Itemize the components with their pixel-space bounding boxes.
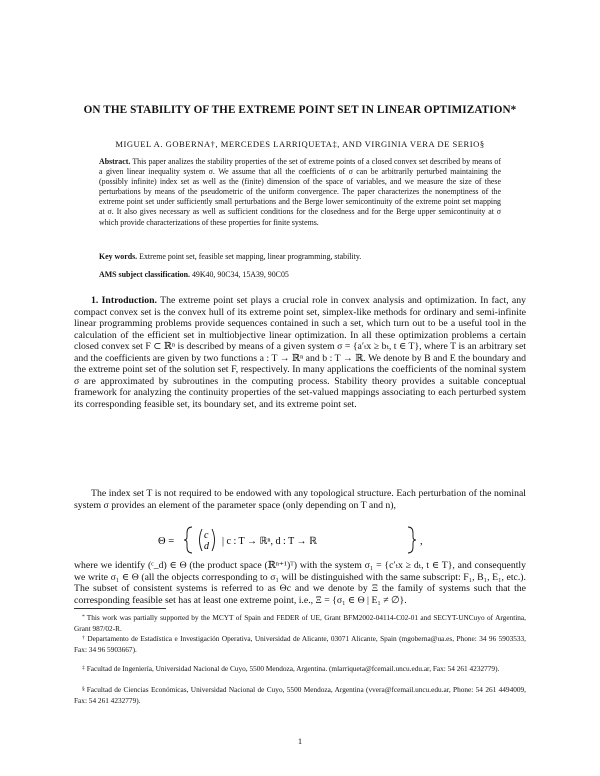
right-brace	[408, 527, 416, 553]
intro-p2-text: The index set T is not required to be endowed with any topological structure. Each perturbation of the nominal system σ provides an element of the parameter space (only depending on T and n),	[74, 488, 526, 511]
equation-comma: ,	[420, 536, 423, 547]
right-paren	[212, 529, 215, 551]
equation-lhs: Θ =	[158, 536, 175, 547]
footnote-text: Facultad de Ciencias Económicas, Universidad Nacional de Cuyo, 5500 Mendoza, Argentina (vvera@fcemail.uncu.edu.ar, Phone: 54 261 4494009, Fax: 54 261 4232779).	[74, 685, 526, 706]
abstract	[99, 157, 501, 228]
footnote-text: Departamento de Estadística e Investigación Operativa, Universidad de Alicante, 03071 Alicante, Spain (mgoberna@ua.es, Phone: 34 96 5903533, Fax: 34 96 5903667).	[74, 634, 527, 655]
page-number: 1	[297, 736, 303, 746]
footnote-mark: ‡	[82, 665, 85, 671]
vector-c: c	[204, 530, 209, 541]
ams-label: AMS subject classification.	[99, 270, 190, 279]
parameter-space-equation	[74, 524, 526, 556]
footnote-mark: *	[82, 614, 85, 620]
ams-codes: 49K40, 90C34, 15A39, 90C05	[191, 270, 289, 279]
keywords-text: Extreme point set, feasible set mapping, linear programming, stability.	[139, 252, 362, 261]
left-paren	[200, 529, 203, 551]
vector-d: d	[204, 541, 209, 552]
keywords	[99, 252, 501, 261]
footnote-text: This work was partially supported by the MCYT of Spain and FEDER of UE, Grant BFM2002-04114-C02-01 and SECYT-UNCuyo of Argentina, Grant 987/02-R.	[74, 613, 526, 634]
footnote-affiliation-2	[74, 664, 526, 675]
equation-condition: | c : T → ℝⁿ, d : T → ℝ	[222, 536, 317, 547]
abstract-label: Abstract.	[99, 157, 131, 166]
footnote-funding	[74, 613, 526, 633]
left-brace	[184, 527, 192, 553]
intro-p3-text: where we identify (ᶜ_d) ∈ Θ (the product space (ℝⁿ⁺¹)ᵀ) with the system σ₁ = {c′ₜx ≥ dₜ, t ∈ T}, and consequently we write σ₁ ∈ Θ (all the objects corresponding to σ₁ will be distinguished with the same subscript: F₁, B₁, E₁, etc.). The subset of consistent systems is referred to as Θc and we denote by Ξ the family of systems such that the corresponding feasible set has at least one extreme point, i.e., Ξ = {σ₁ ∈ Θ | E₁ ≠ ∅}.	[74, 560, 526, 606]
paper-title: ON THE STABILITY OF THE EXTREME POINT SET IN LINEAR OPTIMIZATION*	[83, 104, 517, 116]
intro-paragraph-2	[74, 488, 526, 511]
footnote-affiliation-3	[74, 685, 526, 705]
section-heading: 1. Introduction.	[91, 295, 157, 306]
footnote-mark: †	[82, 635, 86, 641]
footnote-text: Facultad de Ingeniería, Universidad Nacional de Cuyo, 5500 Mendoza, Argentina. (mlarriqueta@fcemail.uncu.edu.ar, Fax: 54 261 4232779).	[86, 664, 500, 673]
intro-p1-text: The extreme point set plays a crucial role in convex analysis and optimization. In fact, any compact convex set is the convex hull of its extreme point set, simplex-like methods for ordinary and semi-infinite linear programming problems provide sequences contained in such a set, which turn out to be a useful tool in the calculation of the efficient set in multiobjective linear optimization. In all these optimization problems a certain closed convex set F ⊂ ℝⁿ is described by means of a given system σ = {a′ₜx ≥ bₜ, t ∈ T}, where T is an arbitrary set and the coefficients are given by two functions a : T → ℝⁿ and b : T → ℝ. We denote by B and E the boundary and the extreme point set of the solution set F, respectively. In many applications the coefficients of the nominal system σ are approximated by subroutines in the computing process. Stability theory provides a suitable conceptual framework for analyzing the continuity properties of the set-valued mappings associating to each perturbed system its corresponding feasible set, its boundary set, and its extreme point set.	[74, 295, 526, 410]
ams-classification	[99, 270, 501, 279]
intro-paragraph-1	[74, 295, 526, 410]
author-list: MIGUEL A. GOBERNA†, MERCEDES LARRIQUETA‡, AND VIRGINIA VERA DE SERIO§	[115, 139, 485, 149]
intro-paragraph-3	[74, 560, 526, 606]
footnote-rule	[74, 608, 166, 609]
footnote-affiliation-1	[74, 634, 526, 654]
keywords-label: Key words.	[99, 252, 138, 261]
footnote-mark: §	[82, 686, 85, 692]
abstract-text: This paper analizes the stability properties of the set of extreme points of a closed convex set described by means of a given linear inequality system σ. We assume that all the coefficients of σ can be arbitrarily perturbed maintaining the (possibly infinite) index set as well as the (finite) dimension of the space of variables, and we measure the size of these perturbations by means of the pseudometric of the uniform convergence. The paper characterizes the nonemptiness of the extreme point set under sufficiently small perturbations and the Berge lower semicontinuity of the extreme point set mapping at σ. It also gives necessary as well as sufficient conditions for the closedness and for the Berge upper semicontinuity at σ which provide characterizations of these properties for finite systems.	[99, 157, 501, 227]
